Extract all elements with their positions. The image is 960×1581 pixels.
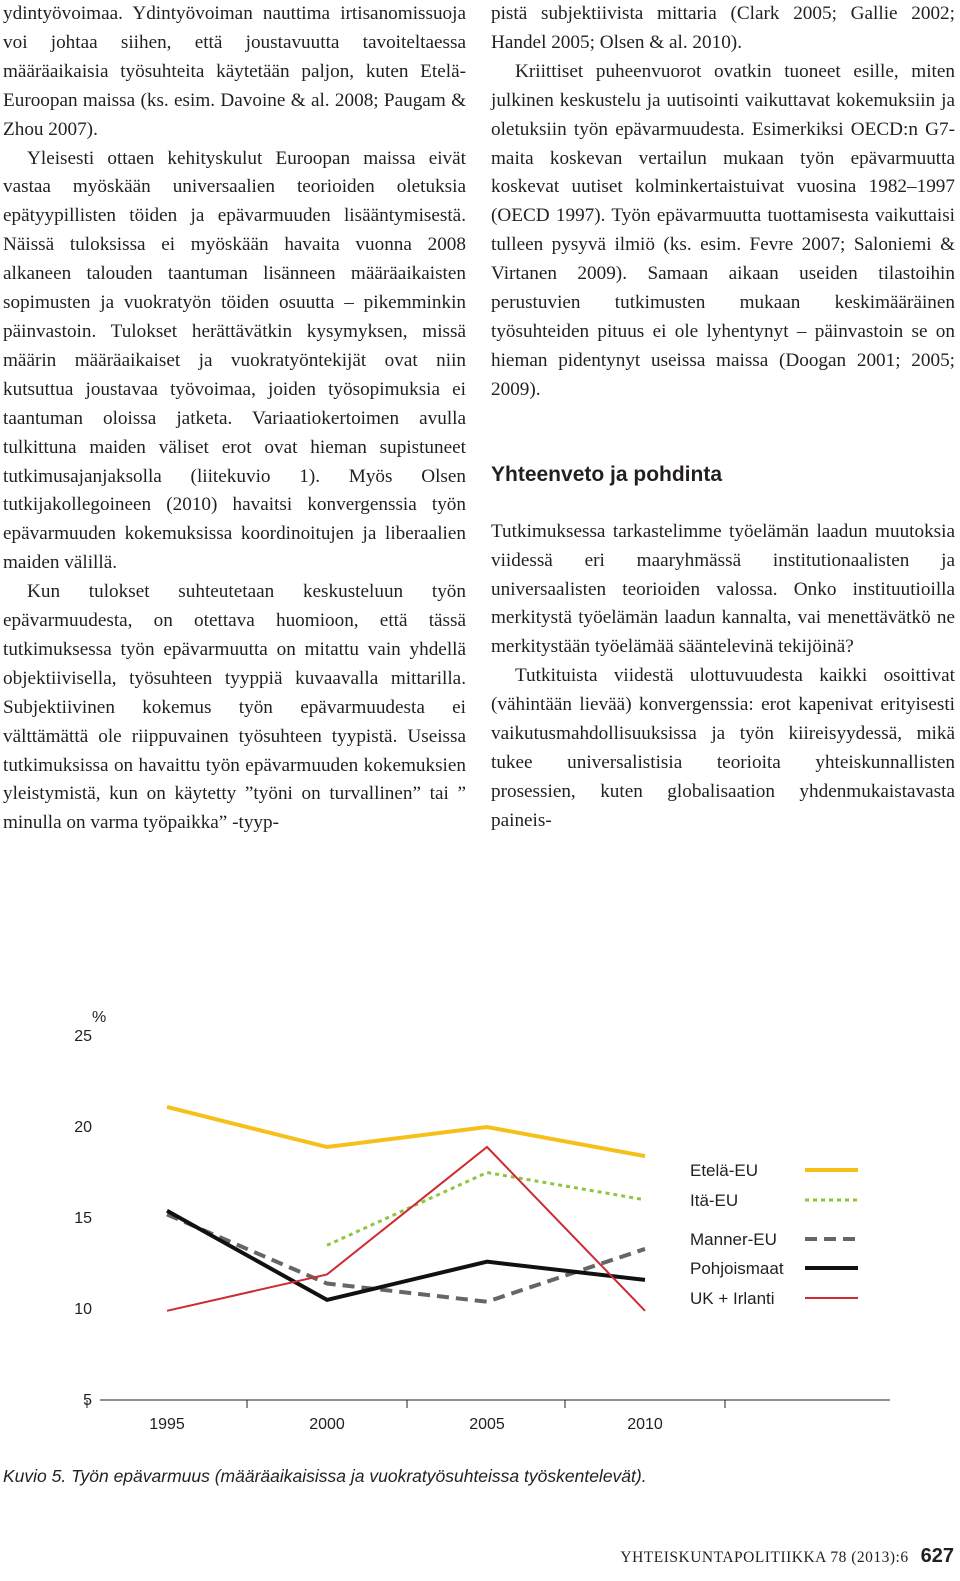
series-line-itä-eu (327, 1173, 645, 1246)
line-chart-figure (0, 1000, 960, 1450)
legend-label-manner-eu: Manner-EU (690, 1230, 777, 1249)
page-number: 627 (920, 1545, 954, 1567)
series-line-uk-irlanti (167, 1147, 645, 1311)
section-heading: Yhteenveto ja pohdinta (491, 462, 723, 486)
legend-label-etelä-eu: Etelä-EU (690, 1161, 759, 1180)
y-tick-label-10: 10 (74, 1301, 92, 1318)
legend-label-pohjoismaat: Pohjoismaat (690, 1259, 784, 1278)
legend-label-itä-eu: Itä-EU (690, 1191, 739, 1210)
page-footer (620, 1545, 954, 1568)
y-tick-label-25: 25 (74, 1028, 92, 1045)
x-tick-label-2010: 2010 (627, 1416, 663, 1433)
x-tick-label-2005: 2005 (469, 1416, 505, 1433)
left-paragraph-2: Yleisesti ottaen kehityskulut Euroopan maissa eivät vastaa myöskään universaalien teorioiden oletuksia epätyypillisten töiden ja epävarmuuden lisääntymisestä. Näissä tuloksissa ei myöskään havaita vuonna 2008 alkaneen talouden taantuman lisänneen määräaikaisten sopimusten ja vuokratyön töiden osuutta – pikemminkin päinvastoin. Tulokset herättävätkin kysymyksen, missä määrin määräaikaiset ja vuokratyöntekijät ovat niin kutsuttua joustavaa työvoimaa, joiden työsopimuksia ei taantuman oloissa jatketa. Variaatiokertoimen avulla tulkittuna maiden väliset erot ovat hieman supistuneet tutkimusajanjaksolla (liitekuvio 1). Myös Olsen tutkijakollegoineen (2010) havaitsi konvergenssia työn epävarmuuden kokemuksissa koordinoitujen ja liberaalien maiden välillä. (3, 147, 466, 574)
series-line-pohjoismaat (167, 1211, 645, 1300)
x-tick-label-2000: 2000 (309, 1416, 345, 1433)
y-tick-label-20: 20 (74, 1119, 92, 1136)
left-paragraph-1: ydintyövoimaa. Ydintyövoiman nauttima irtisanomissuoja voi johtaa siihen, että joustavuutta tavoiteltaessa määräaikaisia työsuhteita käytetään paljon, kuten Etelä-Euroopan maissa (ks. esim. Davoine & al. 2008; Paugam & Zhou 2007). (3, 3, 466, 140)
x-tick-label-1995: 1995 (149, 1416, 185, 1433)
series-line-etelä-eu (167, 1107, 645, 1156)
legend-label-uk-irlanti: UK + Irlanti (690, 1289, 775, 1308)
left-text-column (3, 0, 466, 838)
right-paragraph-4: Tutkituista viidestä ulottuvuudesta kaikki osoittivat (vähintään lievää) konvergenssia: erot kapenivat erityisesti vaikutusmahdollisuuksissa ja työn kiireisyydessä, mikä tukee universalistisia teorioita yhteiskunnallisten prosessien, kuten globalisaation yhdenmukaistavasta paineis- (491, 665, 955, 831)
y-tick-label-15: 15 (74, 1210, 92, 1227)
right-paragraph-3: Tutkimuksessa tarkastelimme työelämän laadun muutoksia viidessä eri maaryhmässä institutionaalisten ja universaalisten teorioiden valossa. Onko instituutioilla merkitystä työelämän laadun kannalta, vai menettävätkö ne merkitystään työelämää sääntelevinä tekijöinä? (491, 520, 955, 658)
left-paragraph-3: Kun tulokset suhteutetaan keskusteluun työn epävarmuudesta, on otettava huomioon, että tässä tutkimuksessa työn epävarmuutta on mitattu vain yhdellä objektiivisella, työsuhteen tyyppiä kuvaavalla mittarilla. Subjektiivinen kokemus työn epävarmuudesta ei välttämättä ole riippuvainen työsuhteen tyypistä. Useissa tutkimuksissa on havaittu työn epävarmuuden kokemuksien yleistymistä, kun on käytetty ”työni on turvallinen” tai ” minulla on varma työpaikka” -tyyp- (3, 581, 466, 834)
figure-caption: Kuvio 5. Työn epävarmuus (määräaikaisissa ja vuokratyösuhteissa työskentelevät). (3, 1466, 647, 1486)
right-paragraph-2: Kriittiset puheenvuorot ovatkin tuoneet esille, miten julkinen keskustelu ja uutisointi vaikuttavat kokemuksiin ja oletuksiin työn epävarmuudesta. Esimerkiksi OECD:n G7-maita koskevan vertailun mukaan työn epävarmuutta koskevat uutiset kolminkertaistuivat vuosina 1982–1997 (OECD 1997). Työn epävarmuutta tuottamisesta vaikuttaisi tulleen pysyvä ilmiö (ks. esim. Fevre 2007; Saloniemi & Virtanen 2009). Samaan aikaan useiden tilastoihin perustuvien tutkimusten mukaan keskimääräinen työsuhteiden pituus ei ole lyhentynyt – päinvastoin se on hieman pidentynyt useissa maissa (Doogan 2001; 2005; 2009). (491, 60, 955, 400)
series-line-manner-eu (167, 1214, 645, 1301)
right-text-column (491, 0, 955, 836)
y-axis-label: % (92, 1009, 107, 1026)
journal-name: YHTEISKUNTAPOLITIIKKA 78 (2013):6 (620, 1549, 909, 1566)
y-tick-label-5: 5 (83, 1392, 92, 1409)
line-chart (0, 1000, 960, 1450)
right-paragraph-1: pistä subjektiivista mittaria (Clark 2005; Gallie 2002; Handel 2005; Olsen & al. 2010). (491, 3, 955, 53)
